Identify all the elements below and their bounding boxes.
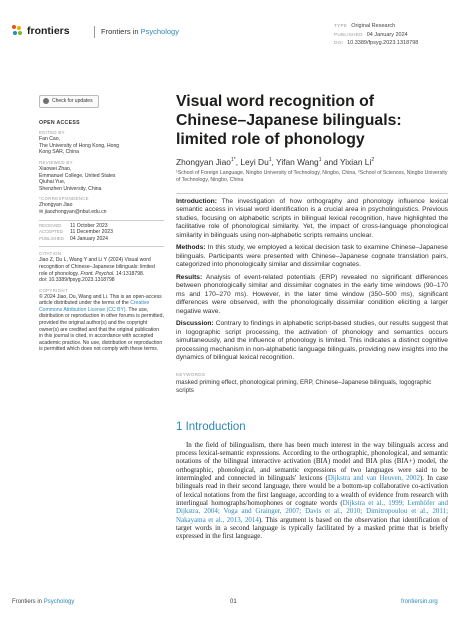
edited-by	[39, 136, 164, 156]
abstract-paragraph	[176, 320, 448, 363]
date-row	[39, 223, 164, 230]
header-divider	[94, 26, 95, 38]
reviewed-by	[39, 166, 164, 192]
frontiers-logo[interactable]	[12, 25, 70, 37]
date-value: 11 December 2023	[70, 229, 113, 236]
author[interactable]	[276, 157, 321, 167]
citation-label: CITATION	[39, 251, 62, 257]
intro-text: In the field of bilingualism, there has been much interest in the way bilinguals access and process lexical-semantic expressions. According to the orthographic, phonological, and semantic notations of the bilingual interactive activation (BIA) model and BIA plus (BIA+) model, the orthographic, phonological, and semantic expressions of two languages were said to be intermingled and connected in bilinguals' lexicons (	[176, 440, 448, 482]
check-updates-button[interactable]	[39, 95, 99, 108]
keywords-label: KEYWORDS	[176, 371, 206, 377]
abstract-text: Contrary to findings in alphabetic script-based studies, our results suggest that in logographic script processing, the activation of phonology and semantics occurs simultaneously, and the influence of phonology is limited. This indicates a distinct cognitive processing mechanism in non-alphabetic language bilinguals, providing new insights into the dynamics of bilingual lexical recognition.	[176, 320, 448, 362]
check-updates-icon	[43, 98, 49, 104]
author-sup: 1	[268, 157, 272, 164]
reviewed-by-label: REVIEWED BY	[39, 159, 73, 165]
copyright-label: COPYRIGHT	[39, 287, 68, 293]
keywords: masked priming effect, phonological priming, ERP, Chinese–Japanese bilinguals, logographic scripts	[176, 378, 432, 394]
article-sidebar	[39, 95, 164, 353]
correspondence-email[interactable]: ✉ jiaozhongyan@nbut.edu.cn	[39, 208, 107, 215]
copyright-main: © 2024 Jiao, Du, Wang and Li. This is an open-access article distributed under the terms of the	[39, 293, 162, 307]
date-label: PUBLISHED	[39, 235, 64, 241]
author-name: Yifan Wang	[276, 157, 319, 167]
abstract-text: In this study, we employed a lexical decision task to examine Chinese–Japanese bilinguals. Participants were presented with Chinese–Japanese cognate translation pairs, categorized into phonologically similar and dissimilar cognates.	[176, 244, 448, 269]
author-sup: 1*	[230, 157, 236, 164]
abstract-text: The investigation of how orthography and phonology influence lexical semantic access in visual word identification is a crucial area in psycholinguistics. Previous studies, focusing on alphabetic scripts in bilingual lexical recognition, have highlighted the facilitative role of phonological similarity. Yet, the impact of cross-language phonological similarity in bilinguals using non-alphabetic scripts remains unclear.	[176, 197, 448, 239]
citation-main: Jiao Z, Du L, Wang Y and Li Y (2024) Visual word recognition of Chinese–Japanese bilinguals: limited role of phonology.	[39, 257, 155, 277]
frontiers-logo-icon	[12, 25, 24, 37]
check-updates-label: Check for updates	[52, 98, 93, 104]
reviewer-affiliation: Shenzhen University, China	[39, 185, 102, 192]
intro-paragraph	[176, 441, 448, 541]
date-value: 04 January 2024	[70, 235, 108, 242]
author[interactable]	[176, 157, 236, 167]
sidebar-divider	[39, 220, 164, 221]
copyright-text	[39, 294, 164, 353]
correspondence-label: *CORRESPONDENCE	[39, 196, 89, 202]
section-heading: 1 Introduction	[176, 420, 246, 433]
footer-site-link[interactable]: frontiersin.org	[401, 599, 438, 605]
abstract-heading: Discussion:	[176, 320, 214, 328]
date-label: RECEIVED	[39, 222, 62, 228]
footer-journal[interactable]	[12, 599, 74, 605]
editor-affiliation: The University of Hong Kong, Hong	[39, 142, 120, 149]
journal-prefix: Frontiers in	[101, 27, 139, 36]
affiliations: ¹School of Foreign Language, Ningbo University of Technology, Ningbo, China, ²School of Sciences, Ningbo University of Technology, Ningbo, China	[176, 170, 448, 183]
citation-volume: 14:1318798.	[115, 270, 145, 277]
author-sup: 2	[371, 157, 375, 164]
type-value: Original Research	[351, 23, 396, 29]
abstract-paragraph	[176, 244, 448, 270]
open-access-label: OPEN ACCESS	[39, 119, 80, 126]
doi-link[interactable]: 10.3389/fpsyg.2023.1318798	[347, 40, 419, 46]
abstract-paragraph	[176, 198, 448, 241]
journal-title: Psychology	[140, 27, 179, 36]
footer-journal-prefix: Frontiers in	[12, 599, 43, 605]
published-value: 04 January 2024	[366, 31, 408, 38]
edited-by-label: EDITED BY	[39, 130, 65, 136]
copyright-terms: The use, distribution or reproduction in other forums is permitted, provided the original author(s) and the copyright owner(s) are credited and that the original publication in this journal is cited, in accordance with accepted academic practice. No use, distribution or reproduction is permitted which does not comply with these terms.	[39, 306, 164, 353]
date-value: 11 October 2023	[70, 222, 108, 229]
abstract-heading: Methods:	[176, 244, 206, 252]
editor-name: Fan Cao,	[39, 136, 60, 143]
editor-affiliation: Kong SAR, China	[39, 149, 79, 156]
intro-text: ). In case bilinguals read in their second language, there would be a bottom-up collaborative co-activation of lexical notations from the first language, according to a wealth of evidence from research with interlingual homographs/homophones or cognate words (	[176, 473, 449, 507]
reviewer-name: Xiaowei Zhao,	[39, 165, 72, 172]
abstract-paragraph	[176, 274, 448, 317]
article-title: Visual word recognition of Chinese–Japanese bilinguals: limited role of phonology	[176, 93, 402, 148]
page-number: 01	[230, 599, 237, 605]
author[interactable]	[340, 157, 374, 167]
date-row	[39, 229, 164, 236]
author-list: Zhongyan Jiao$^{1*}$, Leyi Du$^1$, Yifan Wang$^1$ and Yixian Li$^2$	[176, 157, 375, 167]
abstract-heading: Results:	[176, 273, 203, 281]
journal-name[interactable]	[101, 27, 179, 36]
citation-link[interactable]: Dijkstra and van Heuven, 2002	[327, 473, 420, 482]
footer-journal-name: Psychology	[43, 599, 75, 605]
author-name: Zhongyan Jiao	[176, 157, 231, 167]
reviewer-affiliation: Emmanuel College, United States	[39, 172, 116, 179]
citation-text	[39, 257, 164, 283]
date-row	[39, 236, 164, 243]
article-meta	[334, 22, 418, 48]
author-name: Yixian Li	[339, 157, 372, 167]
author[interactable]	[240, 157, 271, 167]
doi-label: DOI	[334, 40, 344, 45]
sidebar-divider	[39, 246, 164, 247]
citation-journal: Front. Psychol.	[80, 270, 115, 277]
type-label: TYPE	[334, 23, 348, 28]
author-sup: 1	[318, 157, 322, 164]
abstract-heading: Introduction:	[176, 197, 217, 205]
logo-text: frontiers	[27, 25, 70, 37]
author-name: Leyi Du	[240, 157, 269, 167]
citation-link[interactable]: Dijkstra et al., 1999; Lemhöfer and Dijkstra, 2004; Voga and Grainger, 2007; Davis et al., 2010; Dimitropoulou et al., 2011; Nakayama et al., 2013, 2014	[176, 499, 448, 524]
reviewer-name: Qiuhai Yue,	[39, 179, 66, 186]
published-label: PUBLISHED	[334, 31, 363, 37]
intro-text: ). This argument is based on the observation that identification of target words in a second language is typically facilitated by a masked prime that is briefly expressed in the first language.	[176, 515, 448, 541]
citation-doi[interactable]: doi: 10.3389/fpsyg.2023.1318798	[39, 277, 115, 284]
abstract	[176, 198, 448, 363]
abstract-divider	[176, 193, 448, 194]
corresponding-author: Zhongyan Jiao	[39, 202, 73, 209]
license-link[interactable]: Creative Commons Attribution License (CC BY).	[39, 300, 150, 313]
article-main	[176, 92, 448, 541]
date-label: ACCEPTED	[39, 229, 63, 235]
abstract-text: Analysis of event-related potentials (ERP) revealed no significant differences between phonologically similar and dissimilar cognates in the early time windows (90–170 ms and 170–270 ms). However, in the later time window (350–500 ms), significant differences were observed, with the phonologically dissimilar condition eliciting a larger negative wave.	[176, 273, 448, 315]
